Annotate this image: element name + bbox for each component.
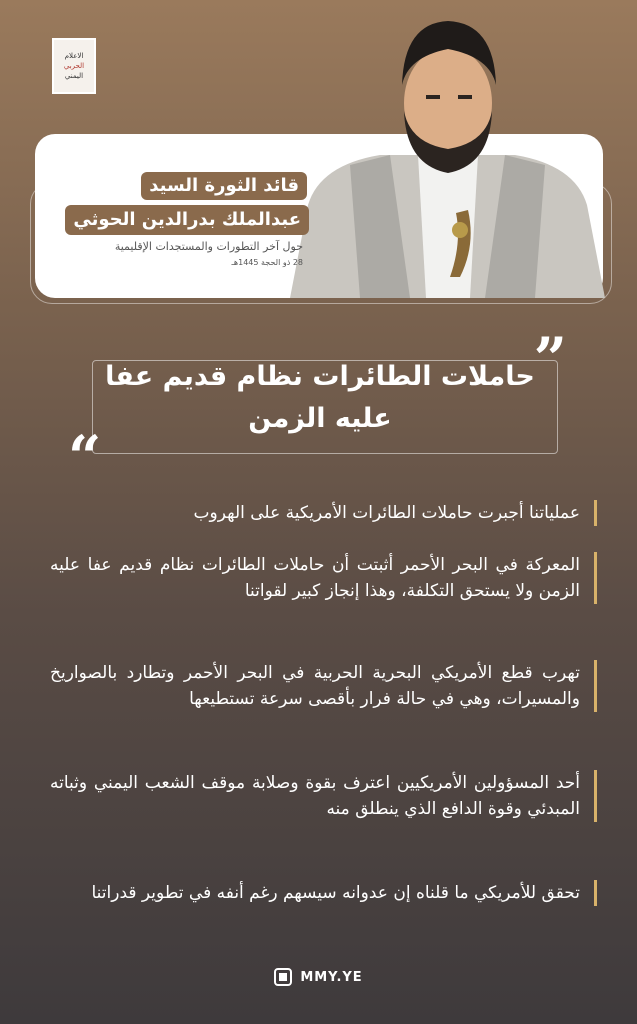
headline-quote: حاملات الطائرات نظام قديم عفا عليه الزمن — [105, 361, 535, 434]
brand-logo-icon — [274, 968, 292, 986]
logo-line-3: اليمني — [64, 72, 84, 80]
footer — [0, 968, 637, 986]
header-date: 28 ذو الحجة 1445هـ — [231, 258, 303, 267]
title-chip-role: قائد الثورة السيد — [141, 172, 307, 200]
media-logo — [52, 38, 96, 94]
quote-close-icon: “ — [68, 423, 102, 491]
speaker-portrait — [290, 15, 605, 298]
header-subtitle: حول آخر التطورات والمستجدات الإقليمية — [114, 240, 303, 253]
footer-brand[interactable]: MMY.YE — [300, 969, 363, 985]
point-item: أحد المسؤولين الأمريكيين اعترف بقوة وصلابة موقف الشعب اليمني وثباته المبدئي وقوة الدافع الذي ينطلق منه — [50, 770, 597, 822]
point-item: تحقق للأمريكي ما قلناه إن عدوانه سيسهم رغم أنفه في تطوير قدراتنا — [50, 880, 597, 906]
logo-line-1: الاعلام — [64, 52, 84, 60]
quote-open-icon: ” — [533, 325, 567, 393]
title-chip-name: عبدالملك بدرالدين الحوثي — [65, 205, 309, 235]
point-item: تهرب قطع الأمريكي البحرية الحربية في البحر الأحمر وتطارد بالصواريخ والمسيرات، وهي في حالة فرار بأقصى سرعة تستطيعها — [50, 660, 597, 712]
logo-line-2: الحربي — [63, 62, 85, 70]
point-item: المعركة في البحر الأحمر أثبتت أن حاملات الطائرات نظام قديم عفا عليه الزمن ولا يستحق التكلفة، وهذا إنجاز كبير لقواتنا — [50, 552, 597, 604]
point-item: عملياتنا أجبرت حاملات الطائرات الأمريكية على الهروب — [50, 500, 597, 526]
